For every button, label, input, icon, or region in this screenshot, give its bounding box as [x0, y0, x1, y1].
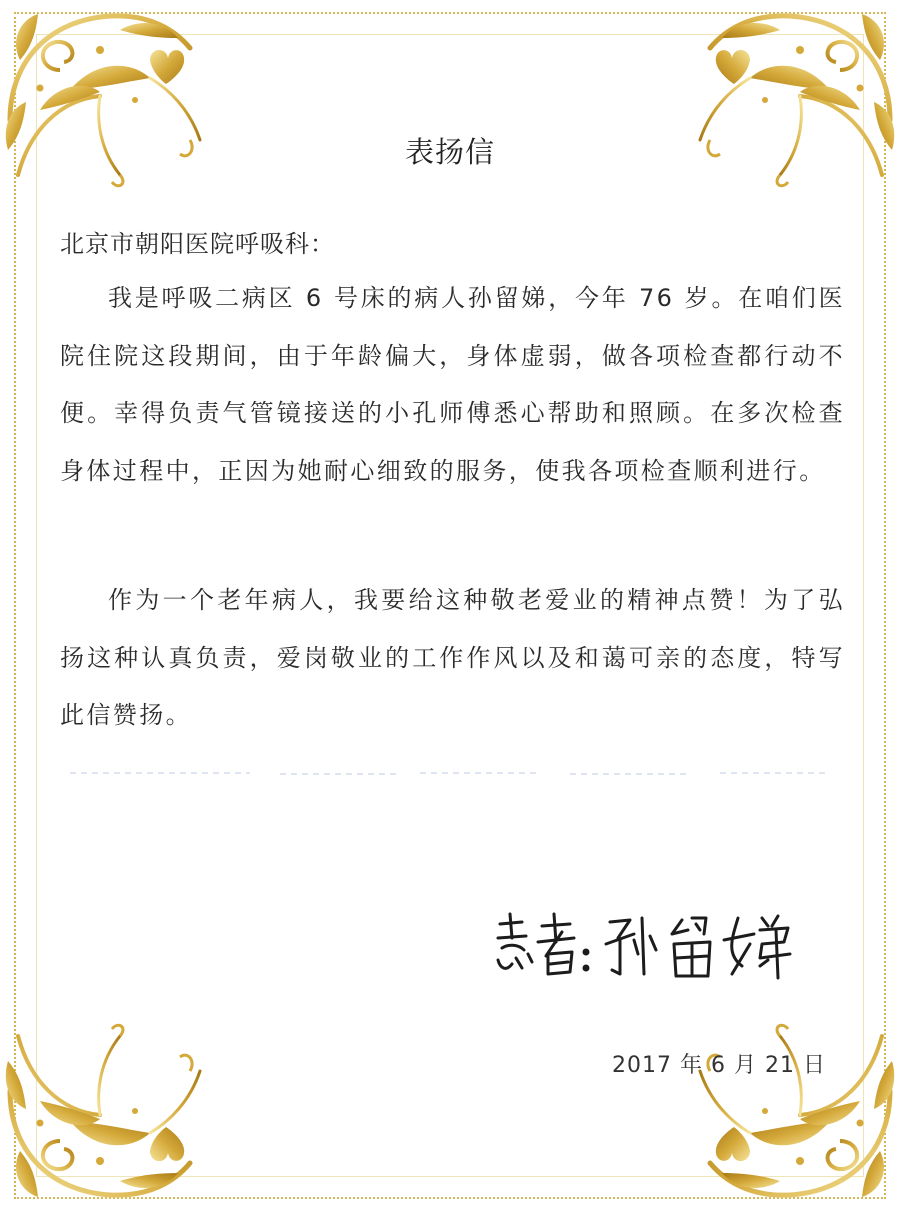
letter-date: 2017 年 6 月 21 日	[612, 1053, 826, 1078]
letter-paragraph-1: 我是呼吸二病区 6 号床的病人孙留娣，今年 76 岁。在咱们医院住院这段期间，由于年龄偏大，身体虚弱，做各项检查都行动不便。幸得负责气管镜接送的小孔师傅悉心帮助和照顾。在多次检查身体过程中，正因为她耐心细致的服务，使我各项检查顺利进行。	[60, 284, 845, 485]
handwritten-signature	[492, 904, 802, 984]
letter-title: 表扬信	[404, 135, 495, 169]
letter-paragraph-2: 作为一个老年病人，我要给这种敬老爱业的精神点赞！为了弘扬这种认真负责，爱岗敬业的工作作风以及和蔼可亲的态度，特写此信赞扬。	[60, 586, 845, 729]
corner-ornament-bottom-left-icon	[0, 1021, 210, 1211]
letter-salutation: 北京市朝阳医院呼吸科：	[60, 230, 335, 258]
faint-divider	[70, 770, 830, 776]
